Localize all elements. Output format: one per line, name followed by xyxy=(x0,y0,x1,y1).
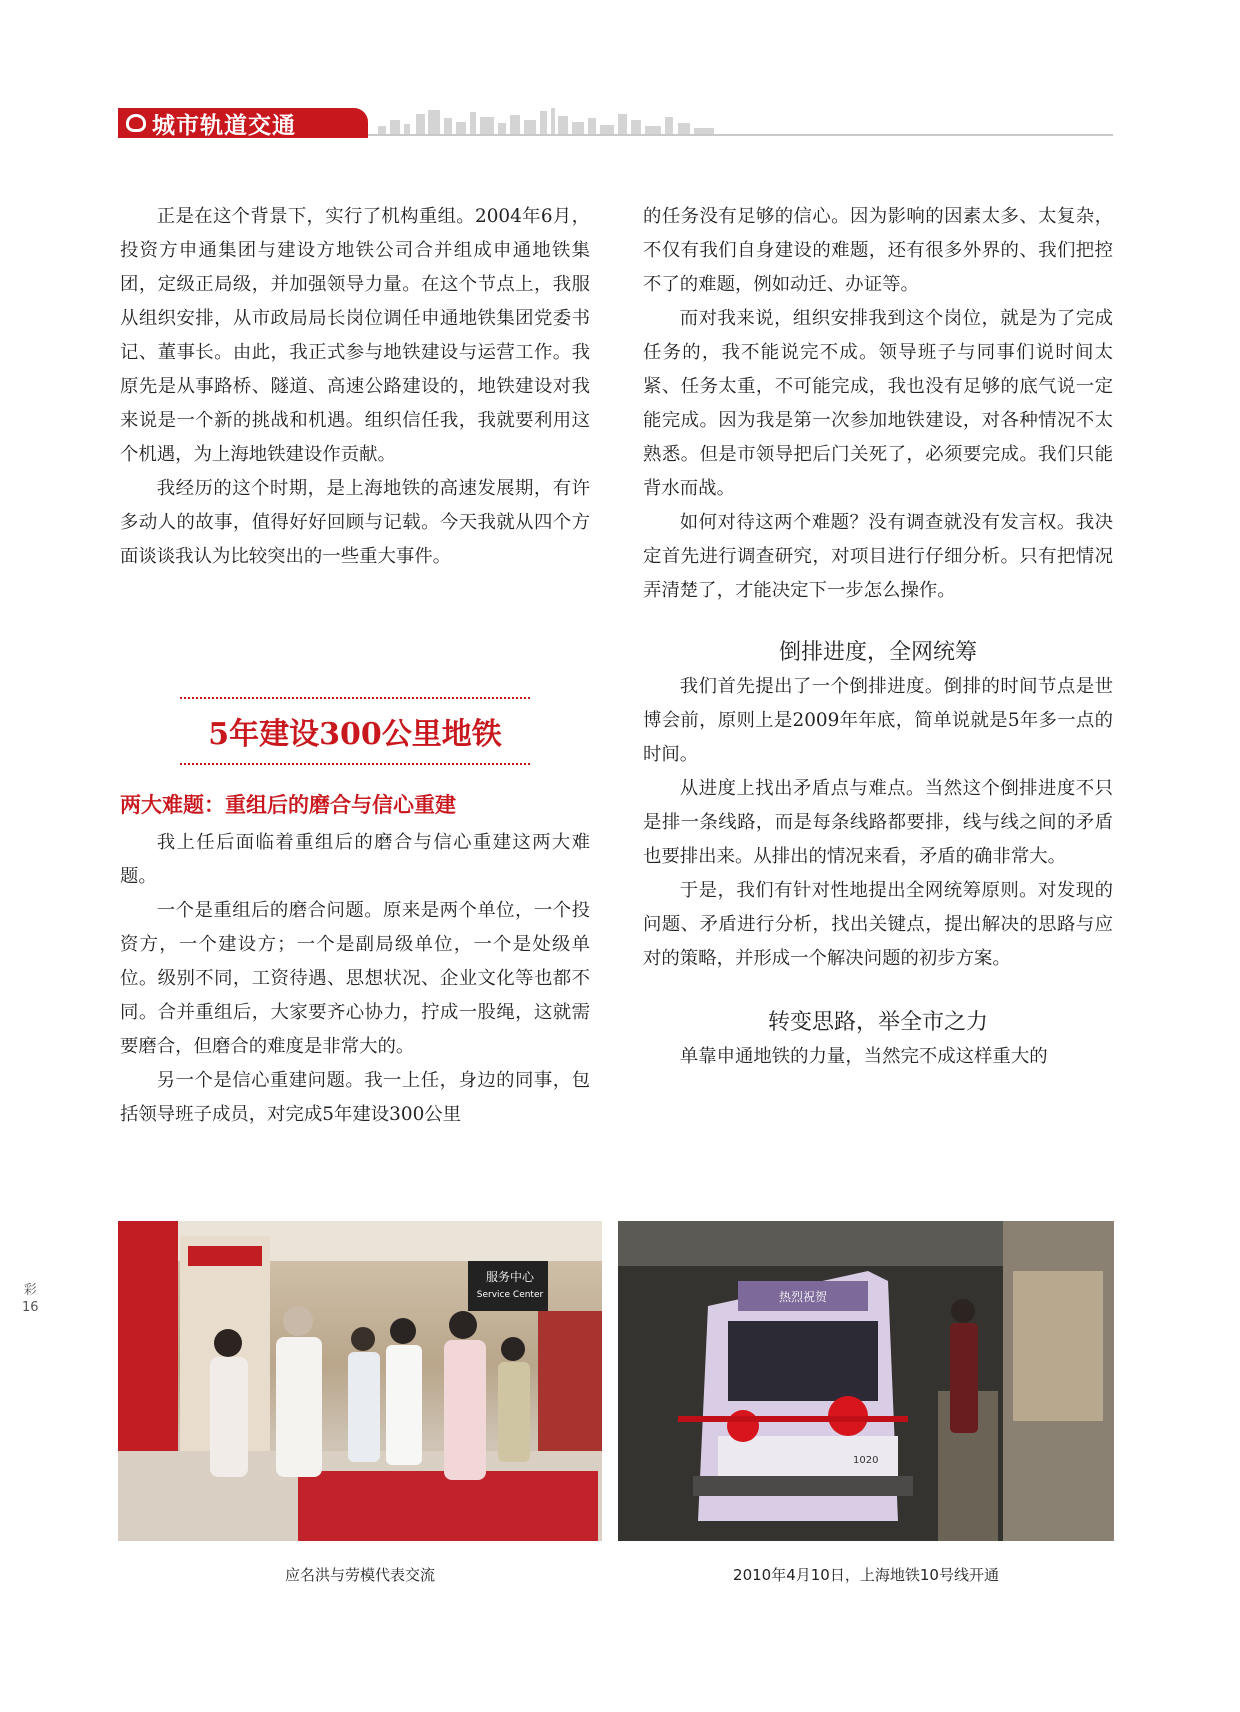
paragraph: 从进度上找出矛盾点与难点。当然这个倒排进度不只是排一条线路，而是每条线路都要排，线与线之间的矛盾也要排出来。从排出的情况来看，矛盾的确非常大。 xyxy=(643,778,1113,867)
photo-service-center xyxy=(118,1221,602,1541)
train-banner-text: 热烈祝贺 xyxy=(778,1290,828,1304)
paragraph: 另一个是信心重建问题。我一上任，身边的同事，包括领导班子成员，对完成5年建设300公里 xyxy=(120,1070,590,1125)
service-sign-subtext: Service Center xyxy=(476,1290,544,1300)
paragraph-continuation: 的任务没有足够的信心。因为影响的因素太多、太复杂，不仅有我们自身建设的难题，还有很多外界的、我们把控不了的难题，例如动迁、办证等。 xyxy=(643,206,1113,295)
metro-train-scene xyxy=(618,1221,1114,1541)
right-column xyxy=(643,200,1113,1074)
photo-metro-line-10 xyxy=(618,1221,1114,1541)
page-header xyxy=(118,108,1113,138)
left-column-lower xyxy=(120,826,590,1132)
page-number xyxy=(22,1282,39,1316)
section-tag-label: 城市轨道交通 xyxy=(152,112,296,139)
section-tag xyxy=(118,108,368,138)
paragraph: 我上任后面临着重组后的磨合与信心重建这两大难题。 xyxy=(120,832,590,887)
photo-caption-left: 应名洪与劳模代表交流 xyxy=(284,1566,435,1584)
paragraph: 一个是重组后的磨合问题。原来是两个单位，一个投资方，一个建设方；一个是副局级单位，一个是处级单位。级别不同，工资待遇、思想状况、企业文化等也都不同。合并重组后，大家要齐心协力，拧成一股绳，这就需要磨合，但磨合的难度是非常大的。 xyxy=(120,900,590,1057)
header-rule xyxy=(368,134,1113,136)
paragraph: 于是，我们有针对性地提出全网统筹原则。对发现的问题、矛盾进行分析，找出关键点，提出解决的思路与应对的策略，并形成一个解决问题的初步方案。 xyxy=(643,880,1113,969)
dotted-rule xyxy=(180,763,530,765)
train-logo-icon xyxy=(126,114,146,132)
subheading: 倒排进度，全网统筹 xyxy=(778,640,977,665)
photo-caption-right: 2010年4月10日，上海地铁10号线开通 xyxy=(733,1566,999,1584)
section-title xyxy=(180,697,530,765)
paragraph: 正是在这个背景下，实行了机构重组。2004年6月，投资方申通集团与建设方地铁公司合并组成申通地铁集团，定级正局级，并加强领导力量。在这个节点上，我服从组织安排，从市政局局长岗位调任申通地铁集团党委书记、董事长。由此，我正式参与地铁建设与运营工作。我原先是从事路桥、隧道、高速公路建设的，地铁建设对我来说是一个新的挑战和机遇。组织信任我，我就要利用这个机遇，为上海地铁建设作贡献。 xyxy=(120,206,590,465)
left-column xyxy=(120,200,590,574)
subheading: 转变思路，举全市之力 xyxy=(767,1010,988,1035)
page-label: 彩 xyxy=(23,1283,37,1298)
paragraph: 而对我来说，组织安排我到这个岗位，就是为了完成任务的，我不能说完不成。领导班子与同事们说时间太紧、任务太重，不可能完成，我也没有足够的底气说一定能完成。因为我是第一次参加地铁建设，对各种情况不太熟悉。但是市领导把后门关死了，必须要完成。我们只能背水而战。 xyxy=(643,308,1113,499)
paragraph: 我经历的这个时期，是上海地铁的高速发展期，有许多动人的故事，值得好好回顾与记载。今天我就从四个方面谈谈我认为比较突出的一些重大事件。 xyxy=(120,478,590,567)
page-number-value: 16 xyxy=(22,1300,39,1315)
dotted-rule xyxy=(180,697,530,699)
red-subheading: 两大难题：重组后的磨合与信心重建 xyxy=(120,793,456,817)
paragraph: 我们首先提出了一个倒排进度。倒排的时间节点是世博会前，原则上是2009年年底，简单说就是5年多一点的时间。 xyxy=(643,676,1113,765)
section-title-text: 5年建设300公里地铁 xyxy=(208,717,502,752)
service-center-scene xyxy=(118,1221,602,1541)
paragraph: 如何对待这两个难题？没有调查就没有发言权。我决定首先进行调查研究，对项目进行仔细分析。只有把情况弄清楚了，才能决定下一步怎么操作。 xyxy=(643,512,1113,601)
train-number: 1020 xyxy=(853,1455,879,1466)
service-sign-text: 服务中心 xyxy=(485,1270,535,1284)
paragraph: 单靠申通地铁的力量，当然完不成这样重大的 xyxy=(679,1046,1048,1067)
